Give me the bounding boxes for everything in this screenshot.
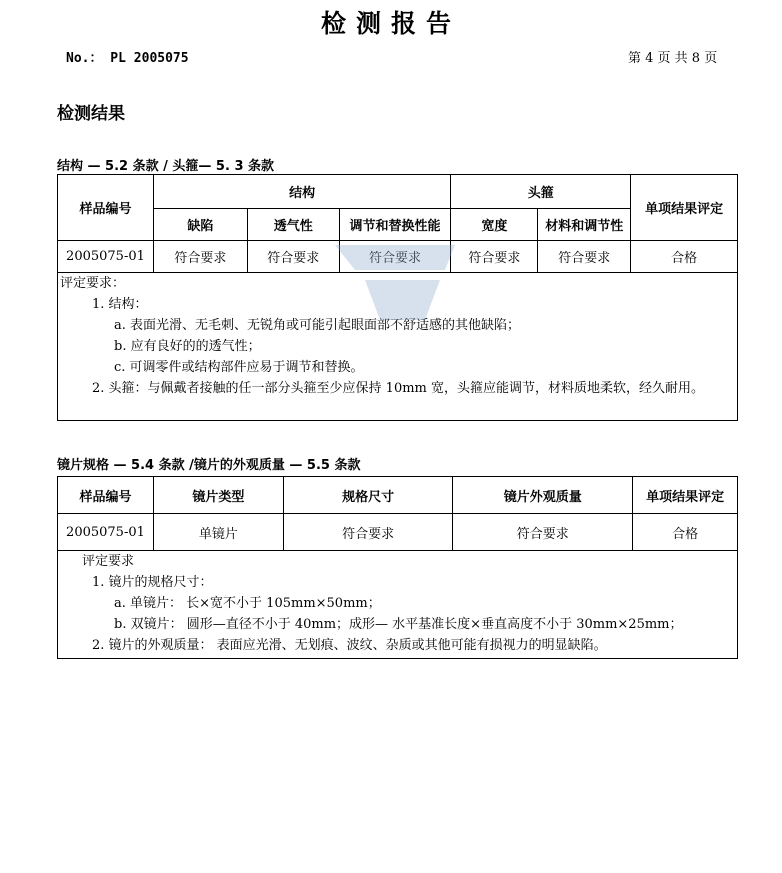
cell-defect: 符合要求: [153, 241, 247, 273]
header-structure: 结构: [153, 175, 451, 209]
requirement-subitem: c. 可调零件或结构部件应易于调节和替换。: [114, 360, 364, 375]
header-headband: 头箍: [451, 175, 631, 209]
header-lens-type: 镜片类型: [153, 477, 283, 514]
requirements-title: 评定要求: [82, 554, 135, 569]
cell-result: 合格: [633, 514, 738, 551]
cell-lens-type: 单镜片: [153, 514, 283, 551]
header-sample-no: 样品编号: [58, 477, 154, 514]
page-title: 检测报告: [320, 9, 461, 38]
report-number: No.： PL 2005075: [66, 51, 189, 66]
cell-breathability: 符合要求: [247, 241, 339, 273]
lens-table: [57, 476, 738, 659]
header-result: 单项结果评定: [633, 477, 738, 514]
header-size: 规格尺寸: [283, 477, 453, 514]
requirement-subitem: a. 表面光滑、无毛刺、无锐角或可能引起眼面部不舒适感的其他缺陷；: [114, 318, 521, 333]
page-number: 第 4 页 共 8 页: [628, 51, 718, 66]
requirement-subitem: a. 单镜片： 长×宽不小于 105mm×50mm；: [114, 596, 381, 611]
table1-clause: 结构 — 5.2 条款 / 头箍— 5. 3 条款: [57, 159, 275, 174]
table2-clause: 镜片规格 — 5.4 条款 /镜片的外观质量 — 5.5 条款: [57, 458, 361, 473]
header-result: 单项结果评定: [631, 175, 738, 241]
requirement-item: 1. 结构：: [92, 297, 148, 312]
requirement-subitem: b. 应有良好的的透气性；: [114, 339, 261, 354]
cell-appearance: 符合要求: [453, 514, 633, 551]
cell-width: 符合要求: [451, 241, 538, 273]
cell-result: 合格: [631, 241, 738, 273]
cell-sample-no: 2005075-01: [58, 241, 154, 273]
header-breathability: 透气性: [247, 209, 339, 241]
header-appearance: 镜片外观质量: [453, 477, 633, 514]
cell-material: 符合要求: [538, 241, 631, 273]
cell-size: 符合要求: [283, 514, 453, 551]
requirements-title: 评定要求：: [60, 276, 126, 291]
header-width: 宽度: [451, 209, 538, 241]
requirements-cell: [58, 551, 738, 659]
section-heading: 检测结果: [57, 104, 125, 124]
table-row: [58, 514, 738, 551]
header-adjust: 调节和替换性能: [339, 209, 451, 241]
header-material: 材料和调节性: [538, 209, 631, 241]
table-row: [58, 241, 738, 273]
cell-sample-no: 2005075-01: [58, 514, 154, 551]
header-sample-no: 样品编号: [58, 175, 154, 241]
requirement-item: 2. 头箍：与佩戴者接触的任一部分头箍至少应保持 10mm 宽，头箍应能调节，材料质地柔软，经久耐用。: [92, 381, 704, 396]
structure-headband-table: [57, 174, 738, 421]
header-defect: 缺陷: [153, 209, 247, 241]
requirement-subitem: b. 双镜片： 圆形—直径不小于 40mm；成形— 水平基准长度×垂直高度不小于 30mm×25mm；: [114, 617, 683, 632]
cell-adjust: 符合要求: [339, 241, 451, 273]
requirement-item: 2. 镜片的外观质量： 表面应光滑、无划痕、波纹、杂质或其他可能有损视力的明显缺陷。: [92, 638, 607, 653]
requirement-item: 1. 镜片的规格尺寸：: [92, 575, 213, 590]
requirements-cell: [58, 273, 738, 421]
